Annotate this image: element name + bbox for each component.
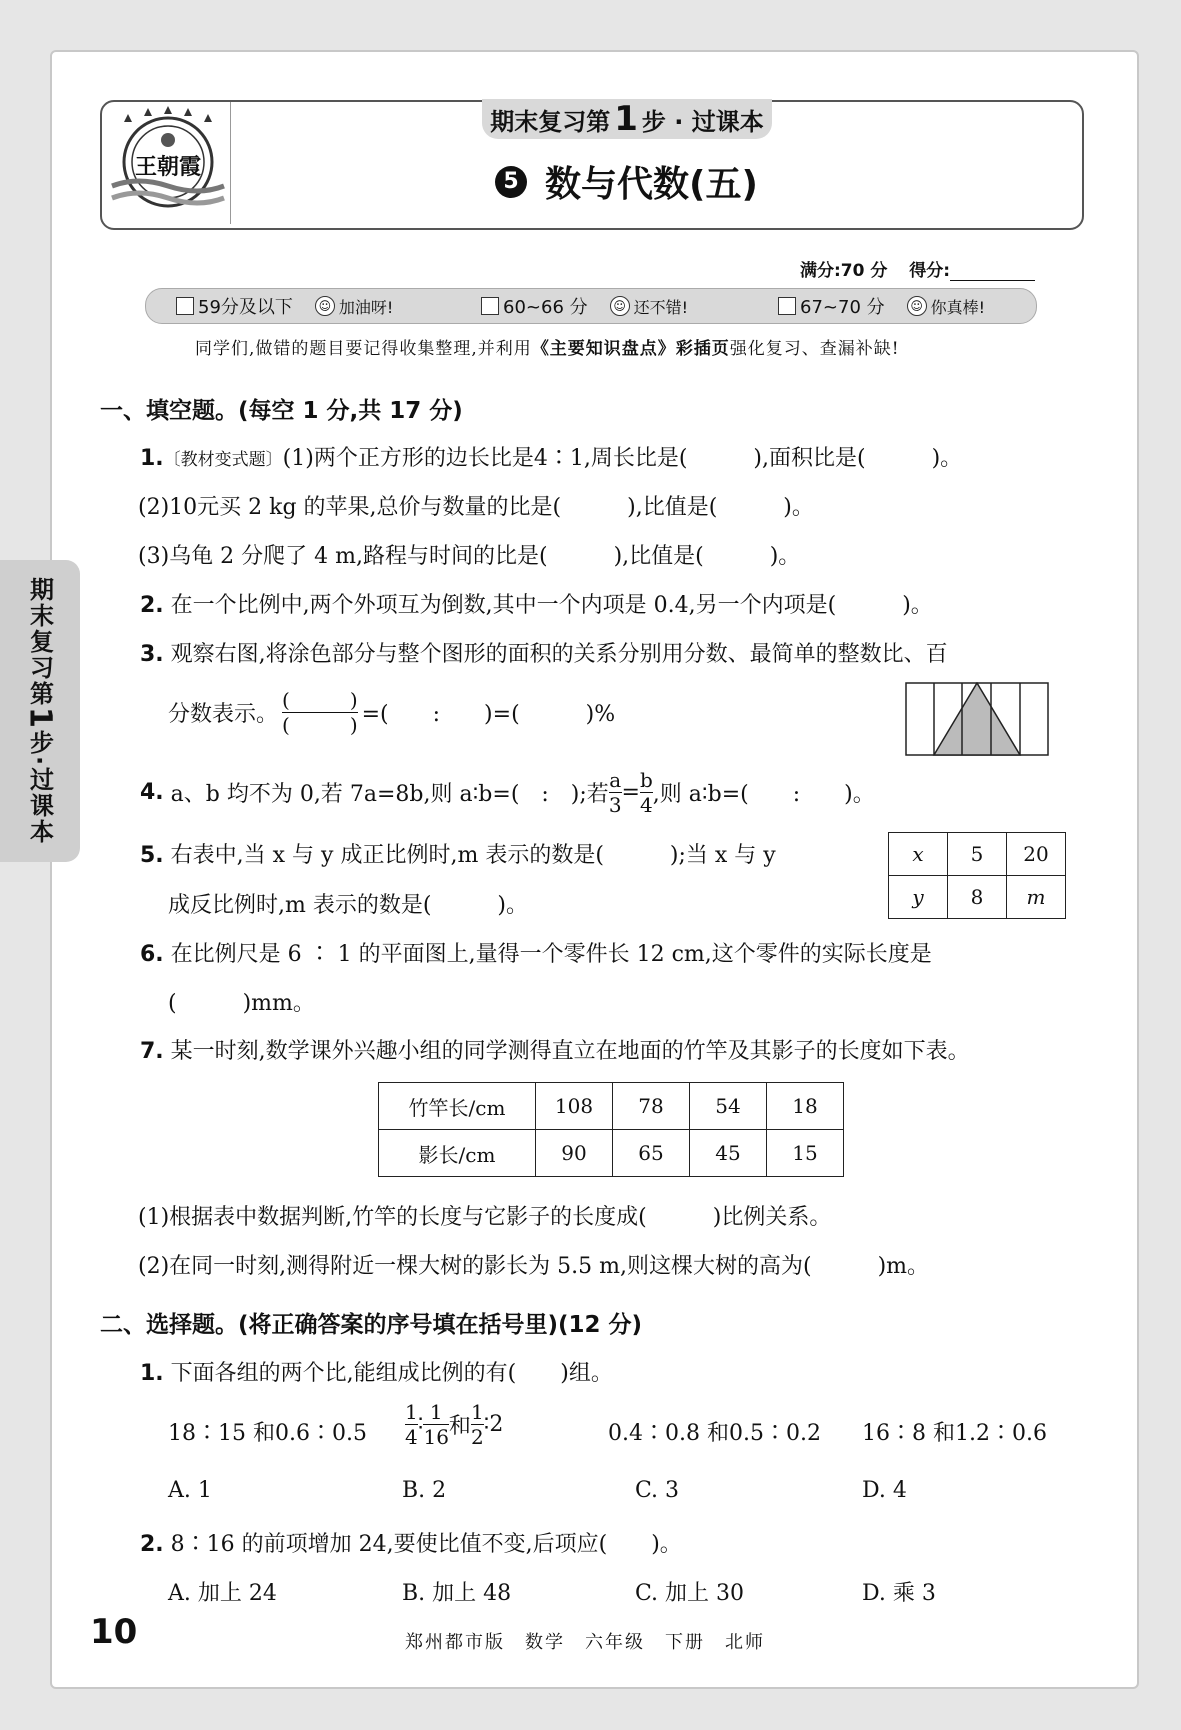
ratio-group-3: 0.4∶0.8 和0.5∶0.2	[608, 1421, 821, 1446]
side-tab	[0, 560, 80, 862]
step-tab	[482, 99, 772, 139]
fraction-numerator: 1	[470, 1400, 484, 1424]
rating-range: 60~66 分	[503, 297, 588, 318]
study-tip	[195, 334, 900, 359]
fraction-numerator: 1	[405, 1400, 418, 1424]
option-d[interactable]: D. 乘 3	[862, 1581, 936, 1606]
rating-comment: 还不错!	[633, 297, 689, 317]
lesson-heading	[495, 156, 758, 207]
tip-pre: 同学们,做错的题目要记得收集整理,并利用	[195, 339, 532, 359]
question-7	[140, 1034, 970, 1065]
table-cell: 90	[536, 1130, 613, 1177]
question-number: 4.	[140, 780, 164, 805]
table-cell: 108	[536, 1083, 613, 1130]
fraction-denominator: 4	[640, 793, 653, 817]
fraction-numerator: 1	[429, 1400, 443, 1424]
fraction	[282, 688, 358, 737]
choice-question-1	[140, 1356, 613, 1387]
section1-title: 一、填空题。(每空 1 分,共 17 分)	[100, 398, 463, 424]
question-tag: 〔教材变式题〕	[163, 450, 283, 470]
page-number: 10	[90, 1612, 138, 1652]
fraction	[471, 1400, 484, 1449]
option-c[interactable]: C. 加上 30	[635, 1581, 745, 1606]
question-6-b: ( )mm。	[168, 991, 315, 1016]
table-cell: x	[889, 833, 948, 876]
score-line	[800, 256, 1035, 281]
smile-icon: ☺	[315, 296, 335, 316]
smile-icon: ☺	[907, 296, 927, 316]
table-cell: 20	[1007, 833, 1066, 876]
option-c[interactable]: C. 3	[635, 1478, 680, 1503]
question-text: 某一时刻,数学课外兴趣小组的同学测得直立在地面的竹竿及其影子的长度如下表。	[170, 1039, 970, 1064]
table-cell: 54	[690, 1083, 767, 1130]
header-divider	[230, 102, 231, 224]
question-6	[140, 937, 932, 968]
table-cell: 65	[613, 1130, 690, 1177]
fraction	[405, 1400, 418, 1449]
side-tab-num: 1	[22, 707, 58, 730]
full-score: 满分:70 分	[800, 261, 888, 281]
fraction-denominator: 4	[405, 1425, 418, 1449]
fraction	[423, 1400, 448, 1449]
section2-title: 二、选择题。(将正确答案的序号填在括号里)(12 分)	[100, 1312, 643, 1338]
option-a[interactable]: A. 1	[168, 1478, 212, 1503]
option-d[interactable]: D. 4	[862, 1478, 907, 1503]
rating-item	[778, 293, 985, 319]
question-1-2: (2)10元买 2 kg 的苹果,总价与数量的比是( ),比值是( )。	[138, 495, 814, 520]
question-5	[140, 838, 776, 869]
table-cell: 5	[948, 833, 1007, 876]
question-2	[140, 588, 933, 619]
equals-sign: =	[621, 780, 640, 805]
tip-book: 《主要知识盘点》	[531, 339, 676, 359]
question-text: 右表中,当 x 与 y 成正比例时,m 表示的数是( );当 x 与 y	[170, 843, 776, 868]
score-blank[interactable]	[950, 264, 1035, 281]
question-number: 5.	[140, 843, 164, 868]
rating-range: 59分及以下	[198, 297, 293, 318]
table-cell: 45	[690, 1130, 767, 1177]
ratio-group-4: 16∶8 和1.2∶0.6	[862, 1421, 1047, 1446]
bamboo-shadow-table	[378, 1082, 844, 1177]
step-tab-post: 步 · 过课本	[641, 107, 764, 136]
lesson-number: 5	[495, 166, 527, 198]
question-number: 6.	[140, 942, 164, 967]
ratio-group-1: 18∶15 和0.6∶0.5	[168, 1421, 367, 1446]
question-text: (1)两个正方形的边长比是4∶1,周长比是( ),面积比是( )。	[282, 446, 963, 471]
fraction	[609, 768, 622, 817]
table-row	[889, 876, 1066, 919]
table-cell: 8	[948, 876, 1007, 919]
question-text: a、b 均不为 0,若 7a=8b,则 a∶b=( : );若	[170, 782, 609, 807]
question-text: =( : )=( )%	[361, 702, 616, 727]
tip-post: 强化复习、查漏补缺!	[729, 339, 900, 359]
fraction-numerator: ( )	[282, 688, 358, 712]
question-number: 1.	[140, 446, 164, 471]
rating-comment: 加油呀!	[338, 297, 394, 317]
question-7-2: (2)在同一时刻,测得附近一棵大树的影长为 5.5 m,则这棵大树的高为( )m。	[138, 1254, 930, 1279]
option-b[interactable]: B. 2	[402, 1478, 447, 1503]
triangle-figure	[905, 682, 1049, 760]
question-text: 8∶16 的前项增加 24,要使比值不变,后项应( )。	[170, 1532, 682, 1557]
fraction-denominator: ( )	[282, 713, 358, 737]
edition-info: 郑州都市版 数学 六年级 下册 北师	[405, 1632, 765, 1653]
fraction	[640, 768, 653, 817]
table-cell: y	[889, 876, 948, 919]
question-1-3: (3)乌龟 2 分爬了 4 m,路程与时间的比是( ),比值是( )。	[138, 544, 801, 569]
score-label: 得分:	[909, 261, 951, 281]
rating-item	[176, 293, 393, 319]
table-row	[379, 1083, 844, 1130]
question-3	[140, 637, 948, 668]
fraction-denominator: 16	[423, 1425, 449, 1449]
ratio-tail: ∶2	[483, 1412, 504, 1437]
fraction-numerator: a	[609, 768, 622, 792]
ratio-group-2	[405, 1400, 503, 1449]
table-cell: 影长/cm	[379, 1130, 536, 1177]
lesson-title: 数与代数(五)	[545, 164, 758, 205]
question-text: 下面各组的两个比,能组成比例的有( )组。	[170, 1361, 613, 1386]
table-cell: 18	[767, 1083, 844, 1130]
question-1	[140, 441, 962, 472]
table-cell: 15	[767, 1130, 844, 1177]
rating-checkbox[interactable]	[778, 297, 796, 315]
rating-item	[481, 293, 688, 319]
logo-text: 王朝霞	[134, 154, 201, 180]
question-text: 观察右图,将涂色部分与整个图形的面积的关系分别用分数、最简单的整数比、百	[170, 642, 948, 667]
question-3-answer	[168, 688, 615, 737]
question-text: 在比例尺是 6 ∶ 1 的平面图上,量得一个零件长 12 cm,这个零件的实际长度是	[170, 942, 932, 967]
question-text: 分数表示。	[168, 702, 279, 727]
question-5-b: 成反比例时,m 表示的数是( )。	[168, 893, 529, 918]
rating-checkbox[interactable]	[481, 297, 499, 315]
rating-bar	[145, 288, 1037, 324]
table-cell: m	[1007, 876, 1066, 919]
table-cell: 78	[613, 1083, 690, 1130]
question-number: 2.	[140, 593, 164, 618]
fraction-numerator: b	[639, 768, 653, 792]
xy-table	[888, 832, 1066, 919]
question-text: ,则 a∶b=( : )。	[652, 782, 875, 807]
table-row	[379, 1130, 844, 1177]
side-tab-pre: 期末复习第	[25, 577, 54, 707]
question-number: 7.	[140, 1039, 164, 1064]
question-number: 1.	[140, 1361, 164, 1386]
option-a[interactable]: A. 加上 24	[168, 1581, 277, 1606]
step-tab-num: 1	[614, 99, 638, 139]
rating-checkbox[interactable]	[176, 297, 194, 315]
table-cell: 竹竿长/cm	[379, 1083, 536, 1130]
fraction-denominator: 2	[470, 1425, 484, 1449]
colon: ∶	[417, 1412, 424, 1437]
step-tab-pre: 期末复习第	[490, 107, 611, 136]
fraction-denominator: 3	[608, 793, 622, 817]
option-b[interactable]: B. 加上 48	[402, 1581, 512, 1606]
table-row	[889, 833, 1066, 876]
question-number: 2.	[140, 1532, 164, 1557]
question-4	[140, 768, 875, 817]
rating-range: 67~70 分	[800, 297, 885, 318]
question-text: 在一个比例中,两个外项互为倒数,其中一个内项是 0.4,另一个内项是( )。	[170, 593, 933, 618]
choice-question-2	[140, 1527, 682, 1558]
smile-icon: ☺	[610, 296, 630, 316]
question-number: 3.	[140, 642, 164, 667]
tip-mid: 彩插页	[675, 339, 730, 359]
question-7-1: (1)根据表中数据判断,竹竿的长度与它影子的长度成( )比例关系。	[138, 1205, 832, 1230]
side-tab-post: 步·过课本	[25, 729, 54, 845]
rating-comment: 你真棒!	[930, 297, 986, 317]
and-text: 和	[448, 1414, 471, 1439]
